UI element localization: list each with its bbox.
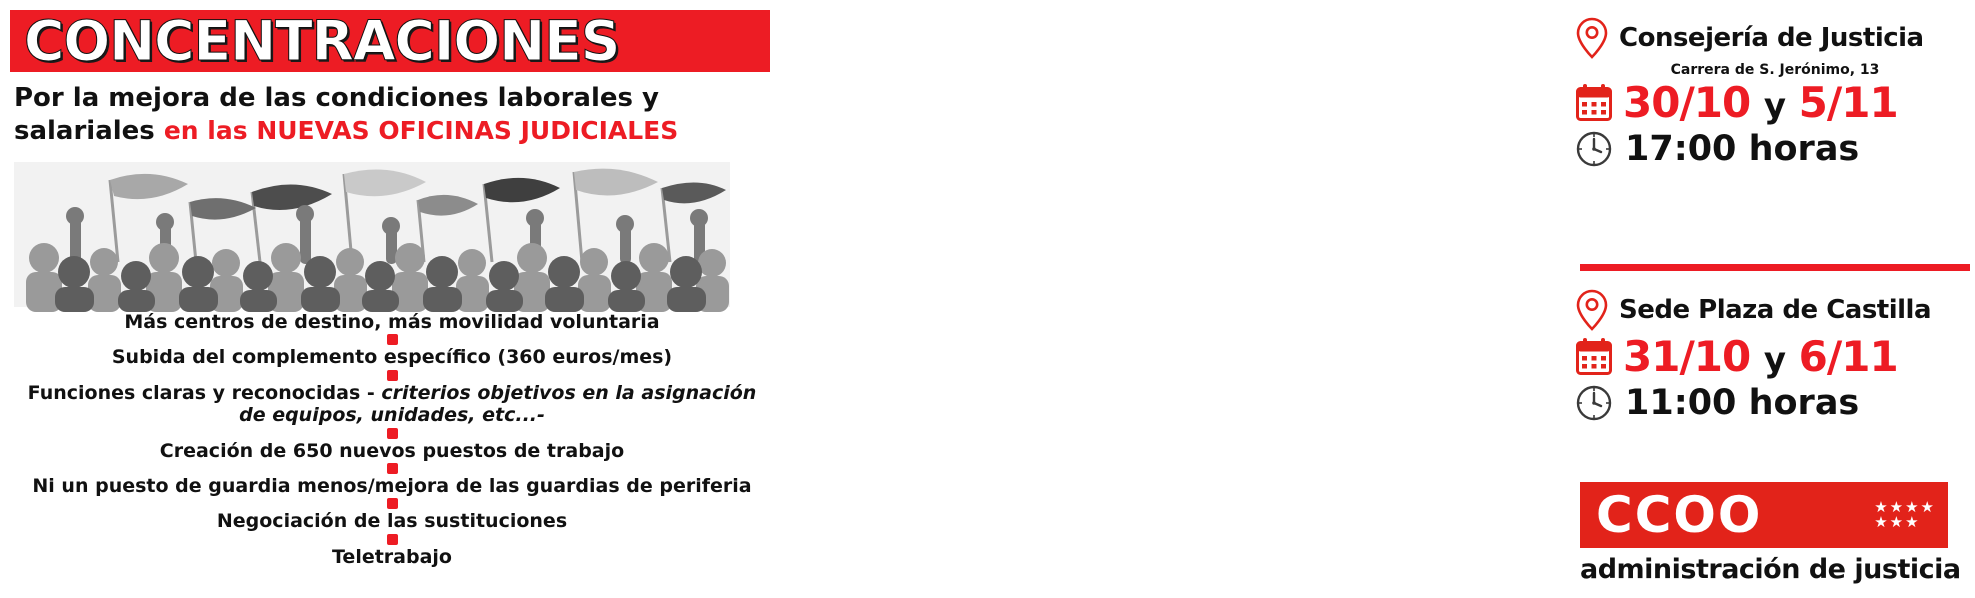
subtitle-line-2: salariales [14, 115, 155, 146]
event-1-address: Carrera de S. Jerónimo, 13 [1670, 62, 1880, 78]
ccoo-logo-letters: CCOO [1596, 486, 1763, 544]
ccoo-logo-caption: administración de justicia [1580, 554, 1961, 585]
list-item-italic-1: criterios objetivos en la asignación [381, 381, 757, 404]
event-block-2 [1575, 288, 1975, 422]
list-item: Más centros de destino, más movilidad voluntaria [124, 311, 660, 333]
event-1-place: Consejería de Justicia [1619, 23, 1924, 53]
list-item-plain: Funciones claras y reconocidas - [27, 381, 382, 404]
list-item: Ni un puesto de guardia menos/mejora de las guardias de periferia [32, 475, 752, 498]
separator-dot [14, 463, 770, 474]
calendar-icon [1575, 337, 1613, 377]
list-item [14, 381, 770, 428]
event-2-time: 11:00 horas [1625, 382, 1860, 423]
star-icon: ★ [1905, 498, 1919, 516]
left-column [0, 0, 780, 598]
event-2-date-conjunction: y [1763, 340, 1786, 380]
event-1-dates [1623, 78, 1898, 127]
separator-dot [14, 370, 770, 381]
clock-icon [1575, 384, 1613, 422]
star-icon: ★ [1874, 498, 1888, 516]
star-icon: ★ [1905, 513, 1919, 531]
event-1-date-conjunction: y [1763, 86, 1786, 126]
location-pin-icon [1575, 16, 1609, 60]
subtitle-line-1: Por la mejora de las condiciones laborales y [14, 83, 659, 113]
location-pin-icon [1575, 288, 1609, 332]
list-item: Teletrabajo [332, 545, 452, 568]
list-item-italic-2: de equipos, unidades, etc...- [239, 404, 545, 427]
section-divider [1580, 264, 1970, 271]
event-2-dates [1623, 332, 1898, 381]
calendar-icon [1575, 83, 1613, 123]
event-2-place: Sede Plaza de Castilla [1619, 295, 1932, 325]
page-title: CONCENTRACIONES [24, 8, 620, 73]
event-1-time-row [1575, 130, 1975, 168]
ccoo-logo-bar [1580, 482, 1948, 548]
subtitle-highlight: en las NUEVAS OFICINAS JUDICIALES [163, 115, 679, 145]
event-block-1 [1575, 16, 1975, 168]
event-1-dates-row [1575, 78, 1975, 127]
event-2-time-row [1575, 384, 1975, 422]
star-icon: ★ [1874, 513, 1888, 531]
demands-list [14, 310, 770, 569]
event-2-date-second: 6/11 [1798, 332, 1898, 381]
star-icon: ★ [1889, 498, 1904, 516]
separator-dot [14, 334, 770, 345]
list-item: Subida del complemento específico (360 euros/mes) [111, 346, 673, 369]
event-1-date-second: 5/11 [1798, 78, 1898, 127]
subtitle [14, 82, 770, 147]
event-1-header [1575, 16, 1975, 60]
clock-icon [1575, 130, 1613, 168]
event-1-time: 17:00 horas [1625, 128, 1860, 169]
protest-crowd-illustration [14, 162, 730, 307]
ccoo-logo-stars [1874, 498, 1934, 531]
event-2-header [1575, 288, 1975, 332]
list-item: Negociación de las sustituciones [216, 510, 568, 533]
right-column [780, 0, 1961, 598]
separator-dot [14, 498, 770, 509]
title-banner [10, 10, 770, 72]
event-2-dates-row [1575, 332, 1975, 381]
list-item: Creación de 650 nuevos puestos de trabajo [159, 439, 625, 462]
star-icon: ★ [1920, 498, 1934, 516]
event-1-date-first: 30/10 [1623, 78, 1751, 127]
separator-dot [14, 428, 770, 439]
event-2-date-first: 31/10 [1623, 332, 1751, 381]
star-icon: ★ [1889, 513, 1904, 531]
separator-dot [14, 534, 770, 545]
ccoo-logo [1580, 482, 1972, 585]
